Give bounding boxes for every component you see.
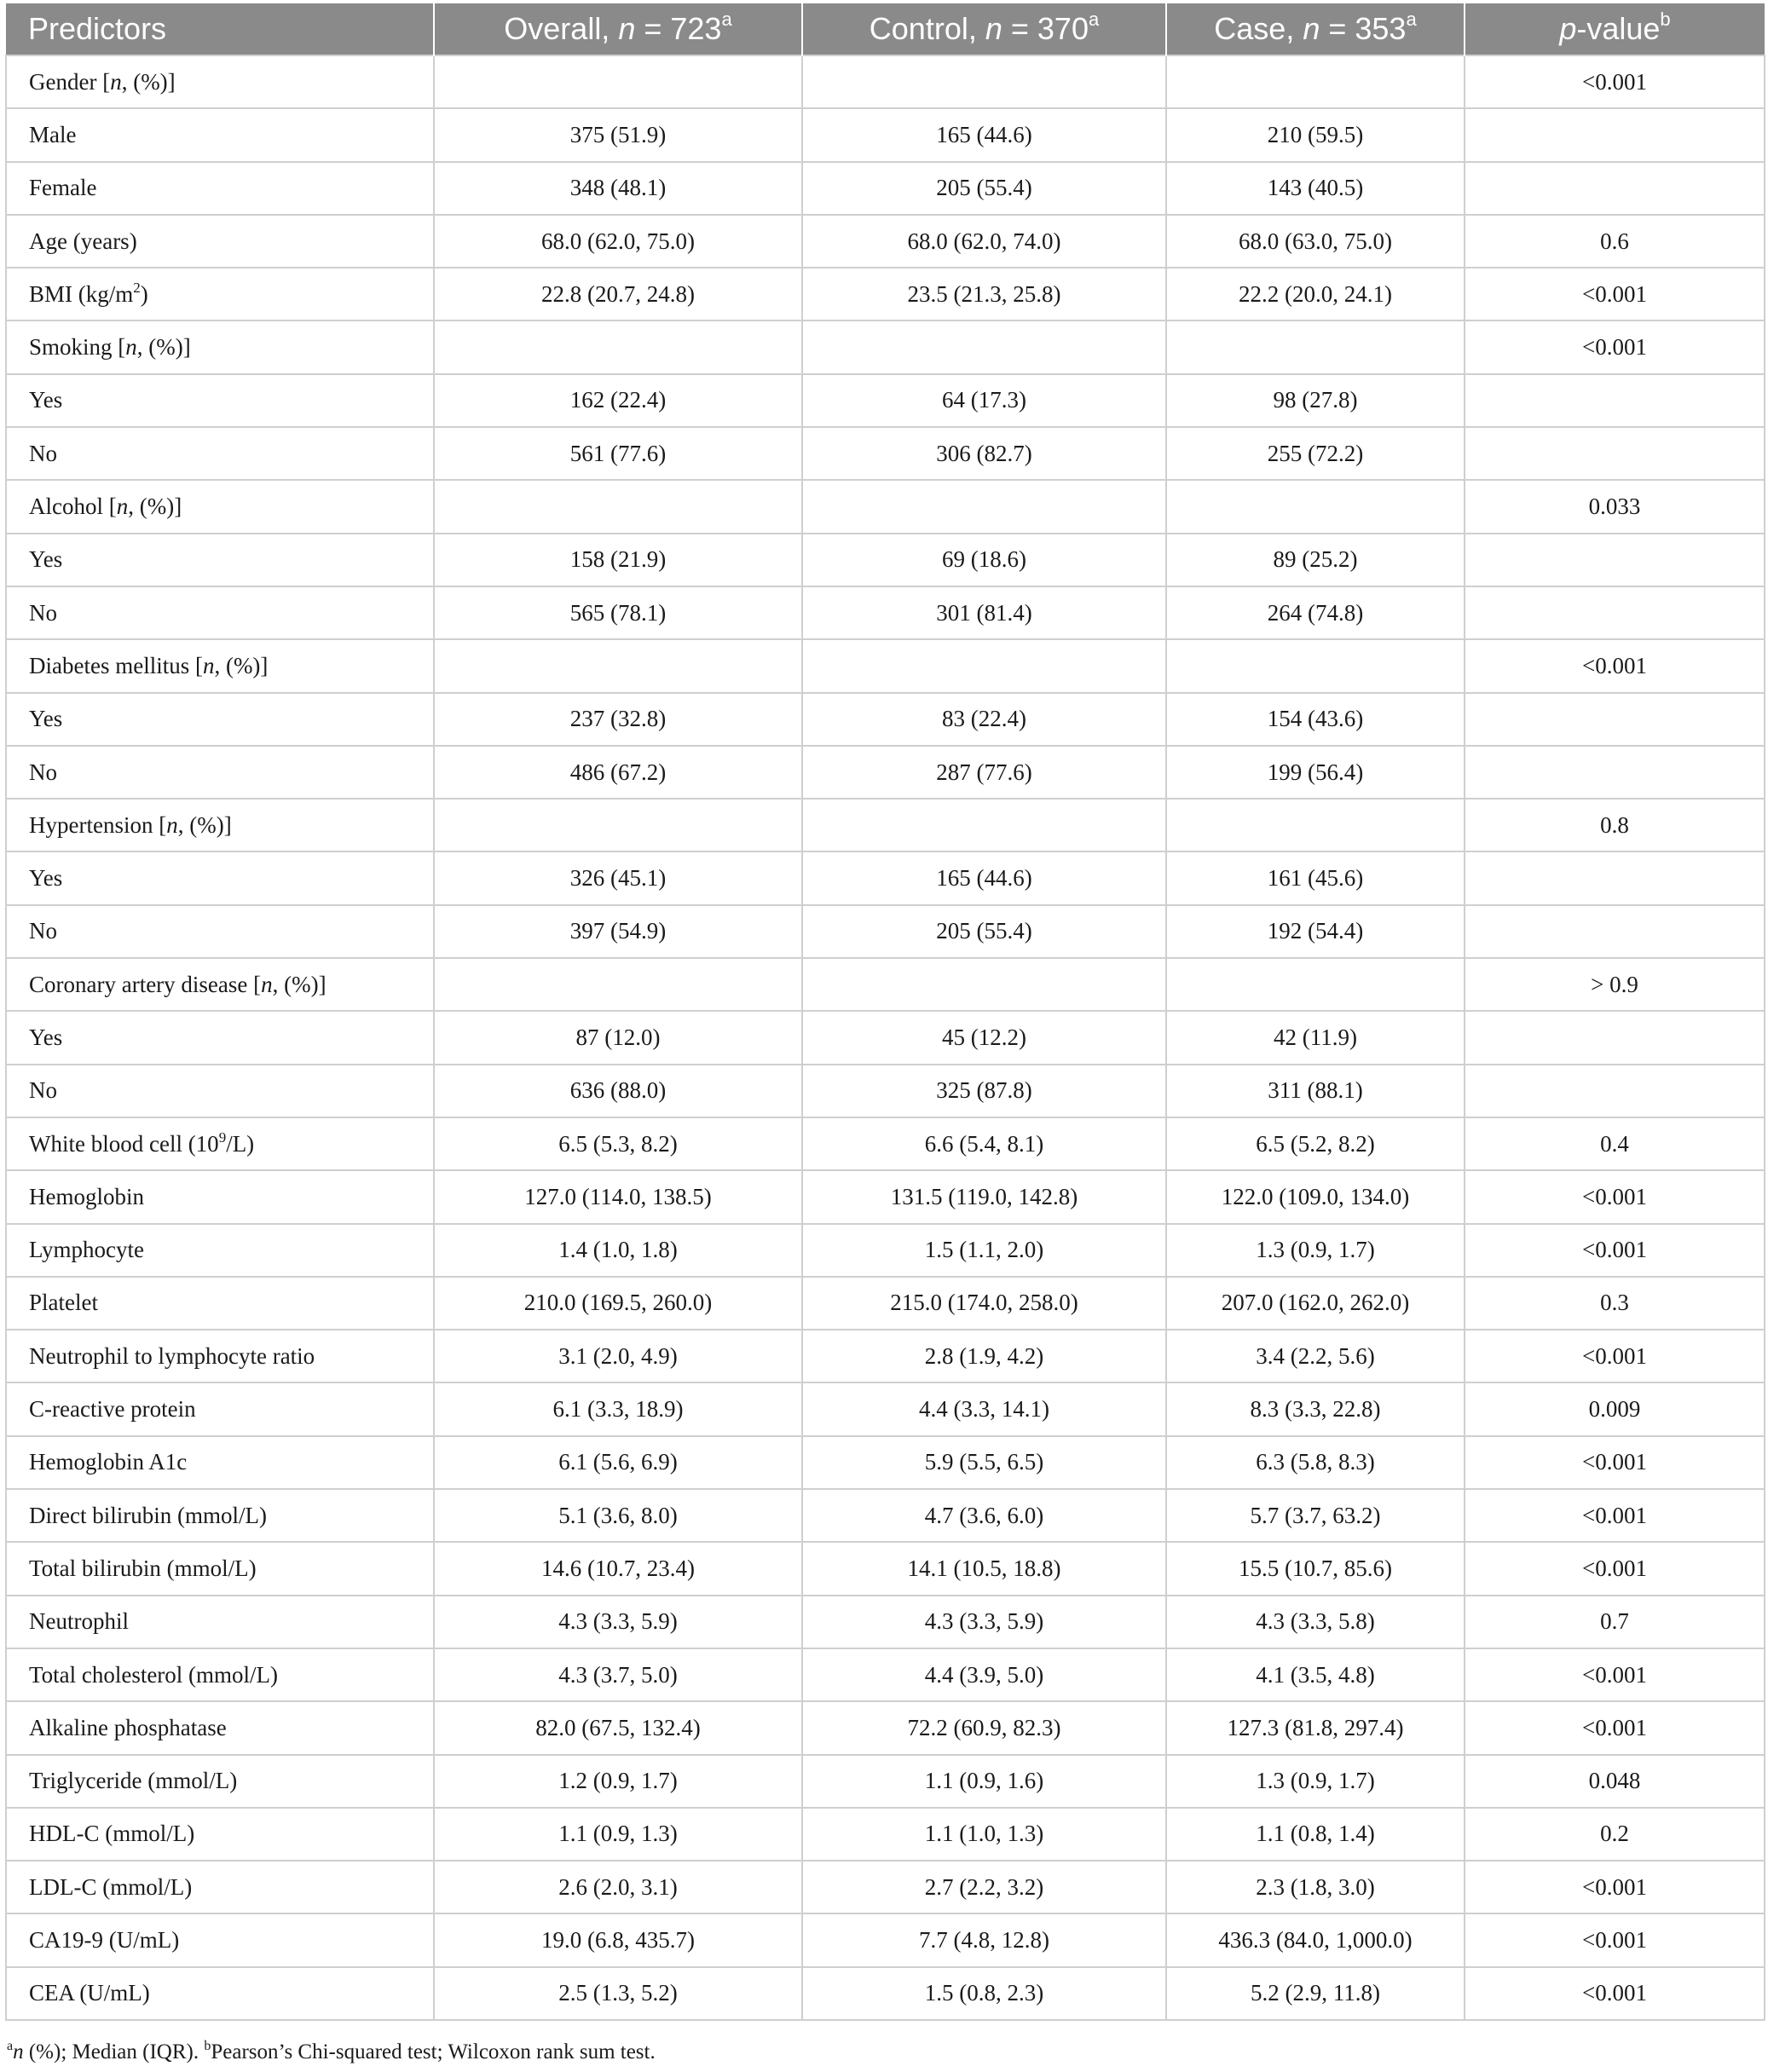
case-cell: 210 (59.5): [1166, 108, 1465, 161]
overall-cell: 82.0 (67.5, 132.4): [434, 1701, 802, 1754]
overall-cell: 87 (12.0): [434, 1011, 802, 1064]
p-value-cell: [1465, 905, 1765, 958]
header-p-value: p-value$^b$: [1465, 3, 1765, 55]
p-value-cell: <0.001: [1465, 268, 1765, 320]
table-row: [6, 427, 1765, 480]
predictor-cell: Gender [n, (%)]: [6, 55, 434, 108]
predictor-cell: Direct bilirubin (mmol/L): [6, 1489, 434, 1542]
control-cell: 64 (17.3): [802, 374, 1166, 427]
table-row: [6, 1808, 1765, 1861]
header-control: Control, $n = 370^a$: [802, 3, 1166, 55]
case-cell: [1166, 639, 1465, 692]
table-row: [6, 55, 1765, 108]
overall-cell: 158 (21.9): [434, 534, 802, 586]
predictor-cell: Smoking [n, (%)]: [6, 320, 434, 373]
predictor-cell: Neutrophil: [6, 1596, 434, 1648]
table-row: [6, 693, 1765, 746]
predictor-cell: No: [6, 586, 434, 639]
predictor-cell: Yes: [6, 1011, 434, 1064]
overall-cell: 486 (67.2): [434, 746, 802, 799]
overall-cell: 2.6 (2.0, 3.1): [434, 1861, 802, 1913]
case-cell: 2.3 (1.8, 3.0): [1166, 1861, 1465, 1913]
header-row: [6, 3, 1765, 55]
table-row: [6, 1913, 1765, 1966]
control-cell: [802, 958, 1166, 1011]
overall-cell: 14.6 (10.7, 23.4): [434, 1542, 802, 1595]
p-value-cell: [1465, 693, 1765, 746]
predictor-cell: Alkaline phosphatase: [6, 1701, 434, 1754]
control-cell: 1.1 (1.0, 1.3): [802, 1808, 1166, 1861]
table-row: [6, 162, 1765, 215]
overall-cell: 1.4 (1.0, 1.8): [434, 1224, 802, 1277]
table-row: [6, 320, 1765, 373]
control-cell: 301 (81.4): [802, 586, 1166, 639]
p-value-cell: 0.048: [1465, 1755, 1765, 1808]
header-case: Case, $n = 353^a$: [1166, 3, 1465, 55]
p-value-cell: [1465, 1065, 1765, 1117]
case-cell: 6.3 (5.8, 8.3): [1166, 1436, 1465, 1489]
table-row: [6, 1382, 1765, 1435]
overall-cell: 2.5 (1.3, 5.2): [434, 1967, 802, 2020]
control-cell: 1.1 (0.9, 1.6): [802, 1755, 1166, 1808]
case-cell: [1166, 320, 1465, 373]
control-cell: 165 (44.6): [802, 108, 1166, 161]
control-cell: 325 (87.8): [802, 1065, 1166, 1117]
table-row: [6, 1170, 1765, 1223]
p-value-cell: [1465, 586, 1765, 639]
overall-cell: 5.1 (3.6, 8.0): [434, 1489, 802, 1542]
case-cell: 122.0 (109.0, 134.0): [1166, 1170, 1465, 1223]
predictor-cell: Female: [6, 162, 434, 215]
overall-cell: 4.3 (3.3, 5.9): [434, 1596, 802, 1648]
table-row: [6, 958, 1765, 1011]
p-value-cell: <0.001: [1465, 1330, 1765, 1382]
predictor-cell: HDL-C (mmol/L): [6, 1808, 434, 1861]
overall-cell: 68.0 (62.0, 75.0): [434, 215, 802, 268]
table-row: [6, 1967, 1765, 2020]
case-cell: 1.3 (0.9, 1.7): [1166, 1224, 1465, 1277]
control-cell: 165 (44.6): [802, 851, 1166, 904]
control-cell: 72.2 (60.9, 82.3): [802, 1701, 1166, 1754]
predictor-cell: Alcohol [n, (%)]: [6, 480, 434, 533]
overall-cell: 375 (51.9): [434, 108, 802, 161]
overall-cell: [434, 480, 802, 533]
predictor-cell: Yes: [6, 374, 434, 427]
overall-cell: [434, 799, 802, 851]
overall-cell: 6.1 (5.6, 6.9): [434, 1436, 802, 1489]
predictor-cell: Age (years): [6, 215, 434, 268]
predictor-cell: No: [6, 905, 434, 958]
p-value-cell: [1465, 746, 1765, 799]
table-row: [6, 374, 1765, 427]
p-value-cell: <0.001: [1465, 1648, 1765, 1701]
p-value-cell: <0.001: [1465, 1224, 1765, 1277]
predictor-cell: Platelet: [6, 1277, 434, 1330]
table-row: [6, 1117, 1765, 1170]
p-value-cell: <0.001: [1465, 1542, 1765, 1595]
overall-cell: 1.2 (0.9, 1.7): [434, 1755, 802, 1808]
p-value-cell: <0.001: [1465, 1170, 1765, 1223]
control-cell: [802, 480, 1166, 533]
table-row: [6, 1330, 1765, 1382]
control-cell: 287 (77.6): [802, 746, 1166, 799]
p-value-cell: > 0.9: [1465, 958, 1765, 1011]
predictor-cell: BMI $(kg/m^2)$: [6, 268, 434, 320]
control-cell: 205 (55.4): [802, 162, 1166, 215]
control-cell: 7.7 (4.8, 12.8): [802, 1913, 1166, 1966]
predictor-cell: No: [6, 746, 434, 799]
overall-cell: [434, 55, 802, 108]
predictor-cell: CEA (U/mL): [6, 1967, 434, 2020]
control-cell: [802, 639, 1166, 692]
overall-cell: [434, 320, 802, 373]
overall-cell: 237 (32.8): [434, 693, 802, 746]
case-cell: 192 (54.4): [1166, 905, 1465, 958]
control-cell: 6.6 (5.4, 8.1): [802, 1117, 1166, 1170]
control-cell: 4.4 (3.3, 14.1): [802, 1382, 1166, 1435]
overall-cell: 326 (45.1): [434, 851, 802, 904]
table-row: [6, 215, 1765, 268]
control-cell: 205 (55.4): [802, 905, 1166, 958]
control-cell: [802, 799, 1166, 851]
table-row: [6, 268, 1765, 320]
overall-cell: 1.1 (0.9, 1.3): [434, 1808, 802, 1861]
predictor-cell: Hypertension [n, (%)]: [6, 799, 434, 851]
case-cell: [1166, 799, 1465, 851]
p-value-cell: <0.001: [1465, 1436, 1765, 1489]
case-cell: 1.1 (0.8, 1.4): [1166, 1808, 1465, 1861]
case-cell: 436.3 (84.0, 1,000.0): [1166, 1913, 1465, 1966]
predictor-cell: Coronary artery disease [n, (%)]: [6, 958, 434, 1011]
predictor-cell: Yes: [6, 693, 434, 746]
overall-cell: 210.0 (169.5, 260.0): [434, 1277, 802, 1330]
table-row: [6, 1596, 1765, 1648]
baseline-characteristics-table-wrapper: [5, 3, 1764, 2021]
case-cell: 4.3 (3.3, 5.8): [1166, 1596, 1465, 1648]
table-row: [6, 1701, 1765, 1754]
case-cell: [1166, 480, 1465, 533]
control-cell: 4.7 (3.6, 6.0): [802, 1489, 1166, 1542]
p-value-cell: 0.033: [1465, 480, 1765, 533]
case-cell: 5.2 (2.9, 11.8): [1166, 1967, 1465, 2020]
p-value-cell: <0.001: [1465, 1489, 1765, 1542]
predictor-cell: Total bilirubin (mmol/L): [6, 1542, 434, 1595]
predictor-cell: LDL-C (mmol/L): [6, 1861, 434, 1913]
table-row: [6, 586, 1765, 639]
table-row: [6, 851, 1765, 904]
overall-cell: 162 (22.4): [434, 374, 802, 427]
case-cell: 161 (45.6): [1166, 851, 1465, 904]
case-cell: 42 (11.9): [1166, 1011, 1465, 1064]
p-value-cell: 0.2: [1465, 1808, 1765, 1861]
overall-cell: 22.8 (20.7, 24.8): [434, 268, 802, 320]
control-cell: 4.3 (3.3, 5.9): [802, 1596, 1166, 1648]
table-header: [6, 3, 1765, 55]
control-cell: 5.9 (5.5, 6.5): [802, 1436, 1166, 1489]
table-footnote: $^a$n (%); Median (IQR). $^b$Pearson’s Chi-squared test; Wilcoxon rank sum test.: [7, 2039, 656, 2063]
overall-cell: 561 (77.6): [434, 427, 802, 480]
control-cell: 2.8 (1.9, 4.2): [802, 1330, 1166, 1382]
control-cell: 23.5 (21.3, 25.8): [802, 268, 1166, 320]
overall-cell: 6.1 (3.3, 18.9): [434, 1382, 802, 1435]
predictor-cell: Lymphocyte: [6, 1224, 434, 1277]
case-cell: 255 (72.2): [1166, 427, 1465, 480]
predictor-cell: Hemoglobin A1c: [6, 1436, 434, 1489]
control-cell: 1.5 (0.8, 2.3): [802, 1967, 1166, 2020]
control-cell: [802, 55, 1166, 108]
p-value-cell: [1465, 374, 1765, 427]
table-row: [6, 1277, 1765, 1330]
predictor-cell: Yes: [6, 534, 434, 586]
predictor-cell: No: [6, 1065, 434, 1117]
table-row: [6, 905, 1765, 958]
case-cell: 1.3 (0.9, 1.7): [1166, 1755, 1465, 1808]
control-cell: 4.4 (3.9, 5.0): [802, 1648, 1166, 1701]
table-row: [6, 639, 1765, 692]
p-value-cell: [1465, 108, 1765, 161]
table-row: [6, 1065, 1765, 1117]
p-value-cell: 0.009: [1465, 1382, 1765, 1435]
control-cell: 14.1 (10.5, 18.8): [802, 1542, 1166, 1595]
table-row: [6, 1224, 1765, 1277]
case-cell: 68.0 (63.0, 75.0): [1166, 215, 1465, 268]
case-cell: 15.5 (10.7, 85.6): [1166, 1542, 1465, 1595]
case-cell: 4.1 (3.5, 4.8): [1166, 1648, 1465, 1701]
control-cell: 2.7 (2.2, 3.2): [802, 1861, 1166, 1913]
baseline-characteristics-table: [5, 3, 1765, 2021]
case-cell: 143 (40.5): [1166, 162, 1465, 215]
control-cell: 45 (12.2): [802, 1011, 1166, 1064]
case-cell: 207.0 (162.0, 262.0): [1166, 1277, 1465, 1330]
p-value-cell: [1465, 427, 1765, 480]
predictor-cell: Total cholesterol (mmol/L): [6, 1648, 434, 1701]
case-cell: 3.4 (2.2, 5.6): [1166, 1330, 1465, 1382]
p-value-cell: <0.001: [1465, 320, 1765, 373]
p-value-cell: [1465, 534, 1765, 586]
p-value-cell: 0.3: [1465, 1277, 1765, 1330]
overall-cell: 19.0 (6.8, 435.7): [434, 1913, 802, 1966]
control-cell: 306 (82.7): [802, 427, 1166, 480]
p-value-cell: 0.6: [1465, 215, 1765, 268]
predictor-cell: Diabetes mellitus [n, (%)]: [6, 639, 434, 692]
predictor-cell: Triglyceride (mmol/L): [6, 1755, 434, 1808]
header-overall: Overall, $n = 723^a$: [434, 3, 802, 55]
predictor-cell: White blood cell $(10^9/L)$: [6, 1117, 434, 1170]
case-cell: 264 (74.8): [1166, 586, 1465, 639]
control-cell: 215.0 (174.0, 258.0): [802, 1277, 1166, 1330]
control-cell: 131.5 (119.0, 142.8): [802, 1170, 1166, 1223]
control-cell: 83 (22.4): [802, 693, 1166, 746]
case-cell: 98 (27.8): [1166, 374, 1465, 427]
table-body: [6, 55, 1765, 2020]
case-cell: 89 (25.2): [1166, 534, 1465, 586]
control-cell: 1.5 (1.1, 2.0): [802, 1224, 1166, 1277]
case-cell: 22.2 (20.0, 24.1): [1166, 268, 1465, 320]
case-cell: 127.3 (81.8, 297.4): [1166, 1701, 1465, 1754]
p-value-cell: <0.001: [1465, 55, 1765, 108]
p-value-cell: <0.001: [1465, 639, 1765, 692]
predictor-cell: CA19-9 (U/mL): [6, 1913, 434, 1966]
p-value-cell: 0.8: [1465, 799, 1765, 851]
table-row: [6, 799, 1765, 851]
predictor-cell: C-reactive protein: [6, 1382, 434, 1435]
case-cell: [1166, 55, 1465, 108]
table-row: [6, 1011, 1765, 1064]
overall-cell: 4.3 (3.7, 5.0): [434, 1648, 802, 1701]
control-cell: 68.0 (62.0, 74.0): [802, 215, 1166, 268]
predictor-cell: Hemoglobin: [6, 1170, 434, 1223]
control-cell: 69 (18.6): [802, 534, 1166, 586]
case-cell: 154 (43.6): [1166, 693, 1465, 746]
table-row: [6, 1489, 1765, 1542]
table-row: [6, 746, 1765, 799]
p-value-cell: <0.001: [1465, 1861, 1765, 1913]
predictor-cell: Neutrophil to lymphocyte ratio: [6, 1330, 434, 1382]
overall-cell: 565 (78.1): [434, 586, 802, 639]
header-predictors: Predictors: [6, 3, 434, 55]
control-cell: [802, 320, 1166, 373]
overall-cell: 397 (54.9): [434, 905, 802, 958]
overall-cell: 348 (48.1): [434, 162, 802, 215]
table-row: [6, 108, 1765, 161]
p-value-cell: <0.001: [1465, 1913, 1765, 1966]
predictor-cell: Yes: [6, 851, 434, 904]
case-cell: 311 (88.1): [1166, 1065, 1465, 1117]
p-value-cell: 0.7: [1465, 1596, 1765, 1648]
p-value-cell: <0.001: [1465, 1967, 1765, 2020]
overall-cell: 636 (88.0): [434, 1065, 802, 1117]
table-row: [6, 480, 1765, 533]
overall-cell: [434, 639, 802, 692]
table-row: [6, 1755, 1765, 1808]
table-row: [6, 1861, 1765, 1913]
table-row: [6, 1542, 1765, 1595]
predictor-cell: No: [6, 427, 434, 480]
case-cell: [1166, 958, 1465, 1011]
p-value-cell: <0.001: [1465, 1701, 1765, 1754]
overall-cell: [434, 958, 802, 1011]
predictor-cell: Male: [6, 108, 434, 161]
overall-cell: 127.0 (114.0, 138.5): [434, 1170, 802, 1223]
p-value-cell: [1465, 1011, 1765, 1064]
case-cell: 8.3 (3.3, 22.8): [1166, 1382, 1465, 1435]
overall-cell: 3.1 (2.0, 4.9): [434, 1330, 802, 1382]
case-cell: 199 (56.4): [1166, 746, 1465, 799]
overall-cell: 6.5 (5.3, 8.2): [434, 1117, 802, 1170]
table-row: [6, 1648, 1765, 1701]
p-value-cell: [1465, 851, 1765, 904]
case-cell: 6.5 (5.2, 8.2): [1166, 1117, 1465, 1170]
table-row: [6, 534, 1765, 586]
p-value-cell: 0.4: [1465, 1117, 1765, 1170]
table-row: [6, 1436, 1765, 1489]
case-cell: 5.7 (3.7, 63.2): [1166, 1489, 1465, 1542]
p-value-cell: [1465, 162, 1765, 215]
